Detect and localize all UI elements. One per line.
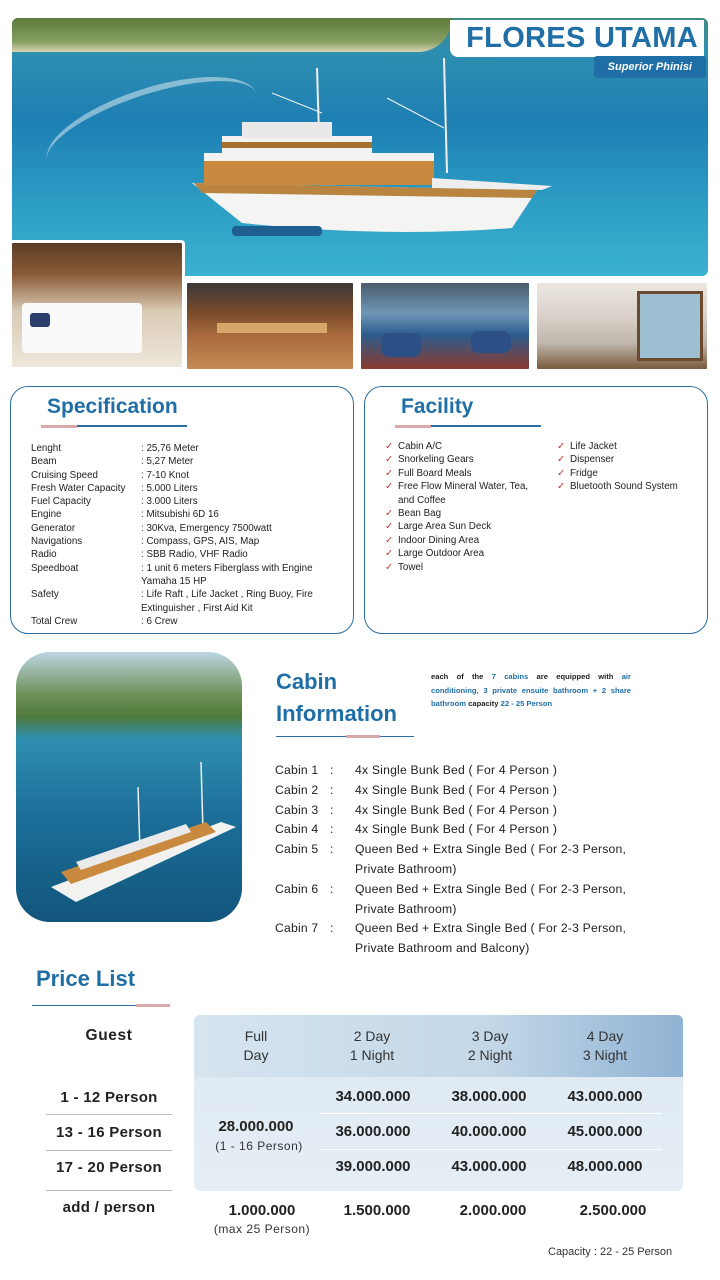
row-divider [320, 1113, 662, 1114]
check-icon: ✓ [385, 508, 394, 520]
spec-list [31, 442, 349, 628]
facility-item: ✓ Dispenser [557, 454, 615, 466]
cabin-row: Cabin 4 : 4x Single Bunk Bed ( For 4 Person ) [275, 822, 558, 837]
facility-item: ✓ Snorkeling Gears [385, 454, 474, 466]
spec-row: Radio : SBB Radio, VHF Radio [31, 549, 248, 561]
cabin-summary-note: each of the 7 cabins are equipped with air conditioning, 3 private ensuite bathroom + 2 share bathroom capacity 22 - 25 Person [431, 672, 631, 708]
page-title: FLORES UTAMA [450, 20, 704, 57]
facility-item: ✓ Free Flow Mineral Water, Tea, and Coffee [385, 481, 529, 506]
check-icon: ✓ [385, 441, 394, 452]
add-price-cell: 1.500.000 [343, 1202, 411, 1219]
spec-row: Total Crew : 6 Crew [31, 615, 178, 627]
add-price-note: (max 25 Person) [213, 1222, 311, 1236]
facility-item: ✓ Large Area Sun Deck [385, 521, 492, 533]
facility-item: ✓ Life Jacket [557, 441, 617, 452]
price-cell: 38.000.000 [451, 1088, 527, 1105]
spec-row: Cruising Speed : 7-10 Knot [31, 469, 189, 481]
row-divider [320, 1149, 662, 1150]
capacity-footnote: Capacity : 22 - 25 Person [548, 1246, 673, 1258]
cabin-row: Cabin 1 : 4x Single Bunk Bed ( For 4 Person ) [275, 763, 558, 777]
island-shore [12, 18, 452, 52]
header-2day-1night: 2 Day 1 Night [349, 1028, 395, 1063]
boat-class-badge: Superior Phinisi [594, 56, 706, 78]
facility-heading: Facility [401, 395, 474, 418]
spec-row: Engine : Mitsubishi 6D 16 [31, 509, 219, 521]
check-icon: ✓ [557, 441, 566, 452]
cabin-heading-line2: Information [276, 701, 397, 726]
specification-panel [10, 386, 354, 634]
spec-row: Fresh Water Capacity : 5.000 Liters [31, 482, 198, 494]
facility-list-left [385, 440, 535, 574]
check-icon: ✓ [385, 521, 394, 533]
aerial-bay-photo [16, 652, 242, 922]
cabin-list [275, 761, 655, 959]
guest-column-label: Guest [85, 1027, 133, 1044]
check-icon: ✓ [385, 548, 394, 560]
full-day-price: 28.000.000 [218, 1118, 294, 1135]
add-price-cell: 2.000.000 [459, 1202, 527, 1219]
check-icon: ✓ [385, 561, 394, 573]
check-icon: ✓ [385, 534, 394, 546]
check-icon: ✓ [385, 467, 394, 479]
price-cell: 48.000.000 [567, 1158, 643, 1175]
cabin-row: Cabin 2 : 4x Single Bunk Bed ( For 4 Person ) [275, 782, 558, 797]
cabin-heading-line1: Cabin [276, 669, 338, 694]
guest-row-17-20: 17 - 20 Person [56, 1159, 162, 1176]
facility-item: ✓ Bluetooth Sound System [557, 481, 678, 493]
bathroom-photo [534, 280, 710, 372]
price-cell: 36.000.000 [335, 1123, 411, 1140]
add-per-person-label: add / person [62, 1199, 156, 1216]
guest-row-13-16: 13 - 16 Person [56, 1124, 162, 1141]
spec-row: Generator : 30Kva, Emergency 7500watt [31, 522, 272, 534]
facility-item: ✓ Full Board Meals [385, 467, 472, 479]
check-icon: ✓ [557, 467, 566, 479]
phinisi-boat-illustration [182, 58, 562, 248]
price-cell: 39.000.000 [335, 1158, 411, 1175]
cabin-row: Cabin 3 : 4x Single Bunk Bed ( For 4 Person ) [275, 802, 558, 817]
dining-area-photo [184, 280, 356, 372]
header-4day-3night: 4 Day 3 Night [582, 1028, 628, 1063]
heading-underline [41, 425, 187, 427]
heading-underline [32, 1005, 170, 1006]
spec-row: Beam : 5,27 Meter [31, 456, 194, 468]
cabin-row: Cabin 5 : Queen Bed + Extra Single Bed ( For 2-3 Person, Private Bathroom) [275, 842, 627, 876]
facility-item: ✓ Fridge [557, 467, 598, 479]
check-icon: ✓ [385, 481, 394, 493]
price-cell: 43.000.000 [451, 1158, 527, 1175]
price-cell: 45.000.000 [567, 1123, 643, 1140]
check-icon: ✓ [385, 454, 394, 466]
spec-row: Fuel Capacity : 3.000 Liters [31, 496, 198, 508]
spec-row: Lenght : 25,76 Meter [31, 443, 199, 454]
header-full-day: Full Day [243, 1028, 269, 1063]
guest-row-1-12: 1 - 12 Person [60, 1089, 158, 1106]
add-price-cell: 1.000.000 [228, 1202, 296, 1219]
facility-item: ✓ Cabin A/C [385, 441, 443, 452]
spec-row: Speedboat : 1 unit 6 meters Fiberglass with Engine Yamaha 15 HP [31, 562, 313, 587]
boat-aerial-illustration [36, 752, 236, 912]
spec-row: Safety : Life Raft , Life Jacket , Ring Buoy, Fire Extinguisher , First Aid Kit [31, 589, 313, 614]
cabin-row: Cabin 6 : Queen Bed + Extra Single Bed ( For 2-3 Person, Private Bathroom) [275, 881, 627, 916]
row-divider [46, 1150, 172, 1151]
heading-underline [395, 425, 541, 427]
facility-panel [364, 386, 708, 634]
specification-heading: Specification [47, 395, 178, 418]
check-icon: ✓ [557, 454, 566, 466]
facility-item: ✓ Large Outdoor Area [385, 548, 485, 560]
full-day-note: (1 - 16 Person) [215, 1139, 303, 1153]
price-list-heading: Price List [36, 966, 136, 991]
facility-item: ✓ Bean Bag [385, 508, 442, 520]
header-3day-2night: 3 Day 2 Night [467, 1028, 513, 1063]
row-divider [46, 1190, 172, 1191]
check-icon: ✓ [557, 481, 566, 493]
price-cell: 43.000.000 [567, 1088, 643, 1105]
cabin-row: Cabin 7 : Queen Bed + Extra Single Bed ( For 2-3 Person, Private Bathroom and Balcony) [275, 921, 627, 956]
facility-list-right [557, 440, 702, 494]
facility-item: ✓ Indoor Dining Area [385, 534, 480, 546]
heading-underline [276, 736, 414, 737]
row-divider [46, 1114, 172, 1115]
facility-item: ✓ Towel [385, 561, 424, 573]
cabin-room-photo [9, 240, 185, 370]
add-price-cell: 2.500.000 [579, 1202, 647, 1219]
sun-deck-photo [358, 280, 532, 372]
price-cell: 34.000.000 [335, 1088, 411, 1105]
spec-row: Navigations : Compass, GPS, AIS, Map [31, 536, 260, 548]
price-cell: 40.000.000 [451, 1123, 527, 1140]
